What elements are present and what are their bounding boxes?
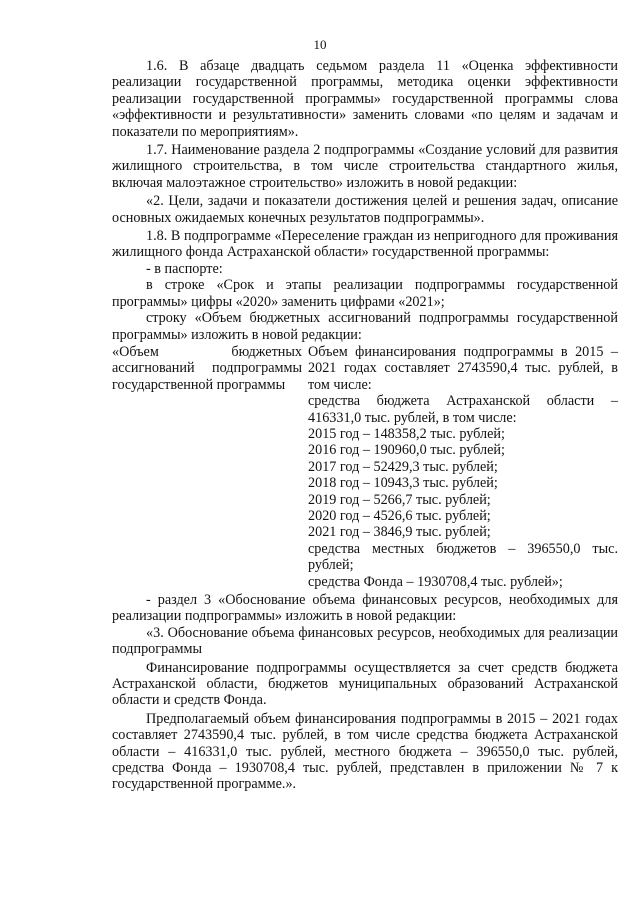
paragraph-1-6: 1.6. В абзаце двадцать седьмом раздела 11 «Оценка эффективности реализации государственной программы, методика оценки эффективности реализации государственной программы» государственной программы слова «эффективности и результативности» заменить словами «по целям и задачам и показатели по мероприятиям». [112,58,618,140]
document-body [112,58,618,793]
paragraph-1-8: 1.8. В подпрограмме «Переселение граждан из непригодного для проживания жилищного фонда Астраханской области» государственной программы: [112,228,618,261]
budget-line: 2015 год – 148358,2 тыс. рублей; [308,425,505,442]
paragraph-section-2-title: «2. Цели, задачи и показатели достижения целей и решения задач, описание основных ожидаемых конечных результатов подпрограммы». [112,193,618,226]
page-number: 10 [313,37,327,52]
budget-line: средства местных бюджетов – 396550,0 тыс. рублей; [308,540,618,574]
budget-line: 2020 год – 4526,6 тыс. рублей; [308,507,491,524]
budget-line: средства бюджета Астраханской области – 416331,0 тыс. рублей, в том числе: [308,393,618,426]
paragraph-term-row: в строке «Срок и этапы реализации подпрограммы государственной программы» цифры «2020» заменить цифрами «2021»; [112,277,618,310]
paragraph-financing: Финансирование подпрограммы осуществляется за счет средств бюджета Астраханской области, бюджетов муниципальных образований Астраханской области и средств Фонда. [112,659,618,709]
paragraph-estimated-volume: Предполагаемый объем финансирования подпрограммы в 2015 – 2021 годах составляет 2743590,4 тыс. рублей, в том числе средства бюджета Астраханской области – 416331,0 тыс. рублей, местного бюджета – 396550,0 тыс. рублей, средства Фонда – 1930708,4 тыс. рублей, представлен в приложении № 7 к государственной программе.». [112,710,618,793]
budget-line: 2021 год – 3846,9 тыс. рублей; [308,524,491,541]
budget-line: средства Фонда – 1930708,4 тыс. рублей»; [308,573,563,590]
paragraph-budget-row: строку «Объем бюджетных ассигнований подпрограммы государственной программы» изложить в новой редакции: [112,310,618,343]
budget-line: 2017 год – 52429,3 тыс. рублей; [308,458,498,475]
budget-table-right-cell [308,344,618,590]
budget-line: Объем финансирования подпрограммы в 2015 – 2021 годах составляет 2743590,4 тыс. рублей, в том числе: [308,343,618,393]
paragraph-section-3-title: «3. Обоснование объема финансовых ресурсов, необходимых для реализации подпрограммы [112,624,618,658]
budget-line: 2016 год – 190960,0 тыс. рублей; [308,442,505,459]
budget-line: 2018 год – 10943,3 тыс. рублей; [308,475,498,492]
paragraph-passport: - в паспорте: [146,260,223,277]
budget-line: 2019 год – 5266,7 тыс. рублей; [308,491,491,508]
budget-table-left-cell: «Объем бюджетных ассигнований подпрограммы государственной программы [112,343,302,393]
budget-table [112,344,618,590]
paragraph-1-7: 1.7. Наименование раздела 2 подпрограммы «Создание условий для развития жилищного строительства, в том числе строительства стандартного жилья, включая малоэтажное строительство» изложить в новой редакции: [112,142,618,191]
paragraph-section-3-change: - раздел 3 «Обоснование объема финансовых ресурсов, необходимых для реализации подпрограммы» изложить в новой редакции: [112,592,618,625]
